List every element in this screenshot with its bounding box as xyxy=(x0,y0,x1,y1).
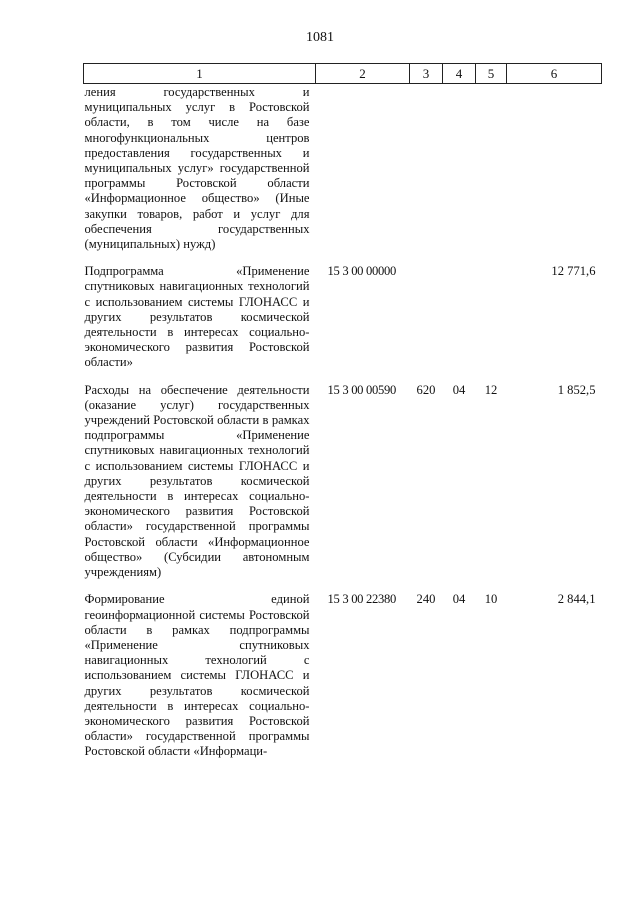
header-col-4: 4 xyxy=(443,64,476,84)
row-subsection xyxy=(476,264,507,382)
header-col-3: 3 xyxy=(410,64,443,84)
row-name: Подпрограмма «Применение спутниковых навигационных технологий с использованием системы ГЛОНАСС и других результатов космической деятельности в интересах социально-экономического развития Ростовской области» xyxy=(84,264,310,370)
row-sum: 12 771,6 xyxy=(551,264,596,279)
row-section: 04 xyxy=(452,382,466,397)
row-name: Формирование единой геоинформационной системы Ростовской области в рамках подпрограммы «Применение спутниковых навигационных технологий с использованием системы ГЛОНАСС и других результатов космической деятельности в интересах социально-экономического развития Ростовской области» государственной программы Ростовской области «Информаци- xyxy=(84,592,310,759)
row-subsection: 12 xyxy=(484,382,498,397)
header-col-2: 2 xyxy=(316,64,410,84)
page-number: 1081 xyxy=(306,30,334,45)
table-row xyxy=(84,383,602,593)
row-code: 15 3 00 00000 xyxy=(327,264,397,279)
header-row xyxy=(84,64,602,84)
header-col-1: 1 xyxy=(84,64,316,84)
table-row xyxy=(84,592,602,771)
row-section xyxy=(443,84,476,265)
row-subsection xyxy=(476,84,507,265)
budget-table xyxy=(83,63,602,772)
row-expense-type xyxy=(410,264,443,382)
header-col-5: 5 xyxy=(476,64,507,84)
row-sum: 1 852,5 xyxy=(557,382,596,397)
row-code xyxy=(316,84,410,265)
row-section xyxy=(443,264,476,382)
row-sum: 2 844,1 xyxy=(557,592,596,607)
row-code: 15 3 00 22380 xyxy=(327,592,397,607)
table-row xyxy=(84,84,602,265)
header-col-6: 6 xyxy=(507,64,602,84)
row-section: 04 xyxy=(452,592,466,607)
row-subsection: 10 xyxy=(484,592,498,607)
table-header xyxy=(84,64,602,84)
row-expense-type xyxy=(410,84,443,265)
row-code: 15 3 00 00590 xyxy=(327,382,397,397)
row-expense-type: 240 xyxy=(416,592,436,607)
row-name: Расходы на обеспечение деятельности (оказание услуг) государственных учреждений Ростовской области в рамках подпрограммы «Применение спутниковых навигационных технологий с использованием системы ГЛОНАСС и других результатов космической деятельности в интересах социально-экономического развития Ростовской области» государственной программы Ростовской области «Информационное общество» (Субсидии автономным учреждениям) xyxy=(84,382,310,580)
table-body xyxy=(84,84,602,772)
row-sum xyxy=(507,84,602,265)
row-name: ления государственных и муниципальных услуг в Ростовской области, в том числе на базе многофункциональных центров предоставления государственных и муниципальных услуг» государственной программы Ростовской области «Информационное общество» (Иные закупки товаров, работ и услуг для обеспечения государственных (муниципальных) нужд) xyxy=(84,85,310,252)
row-expense-type: 620 xyxy=(416,382,436,397)
table-row xyxy=(84,264,602,382)
